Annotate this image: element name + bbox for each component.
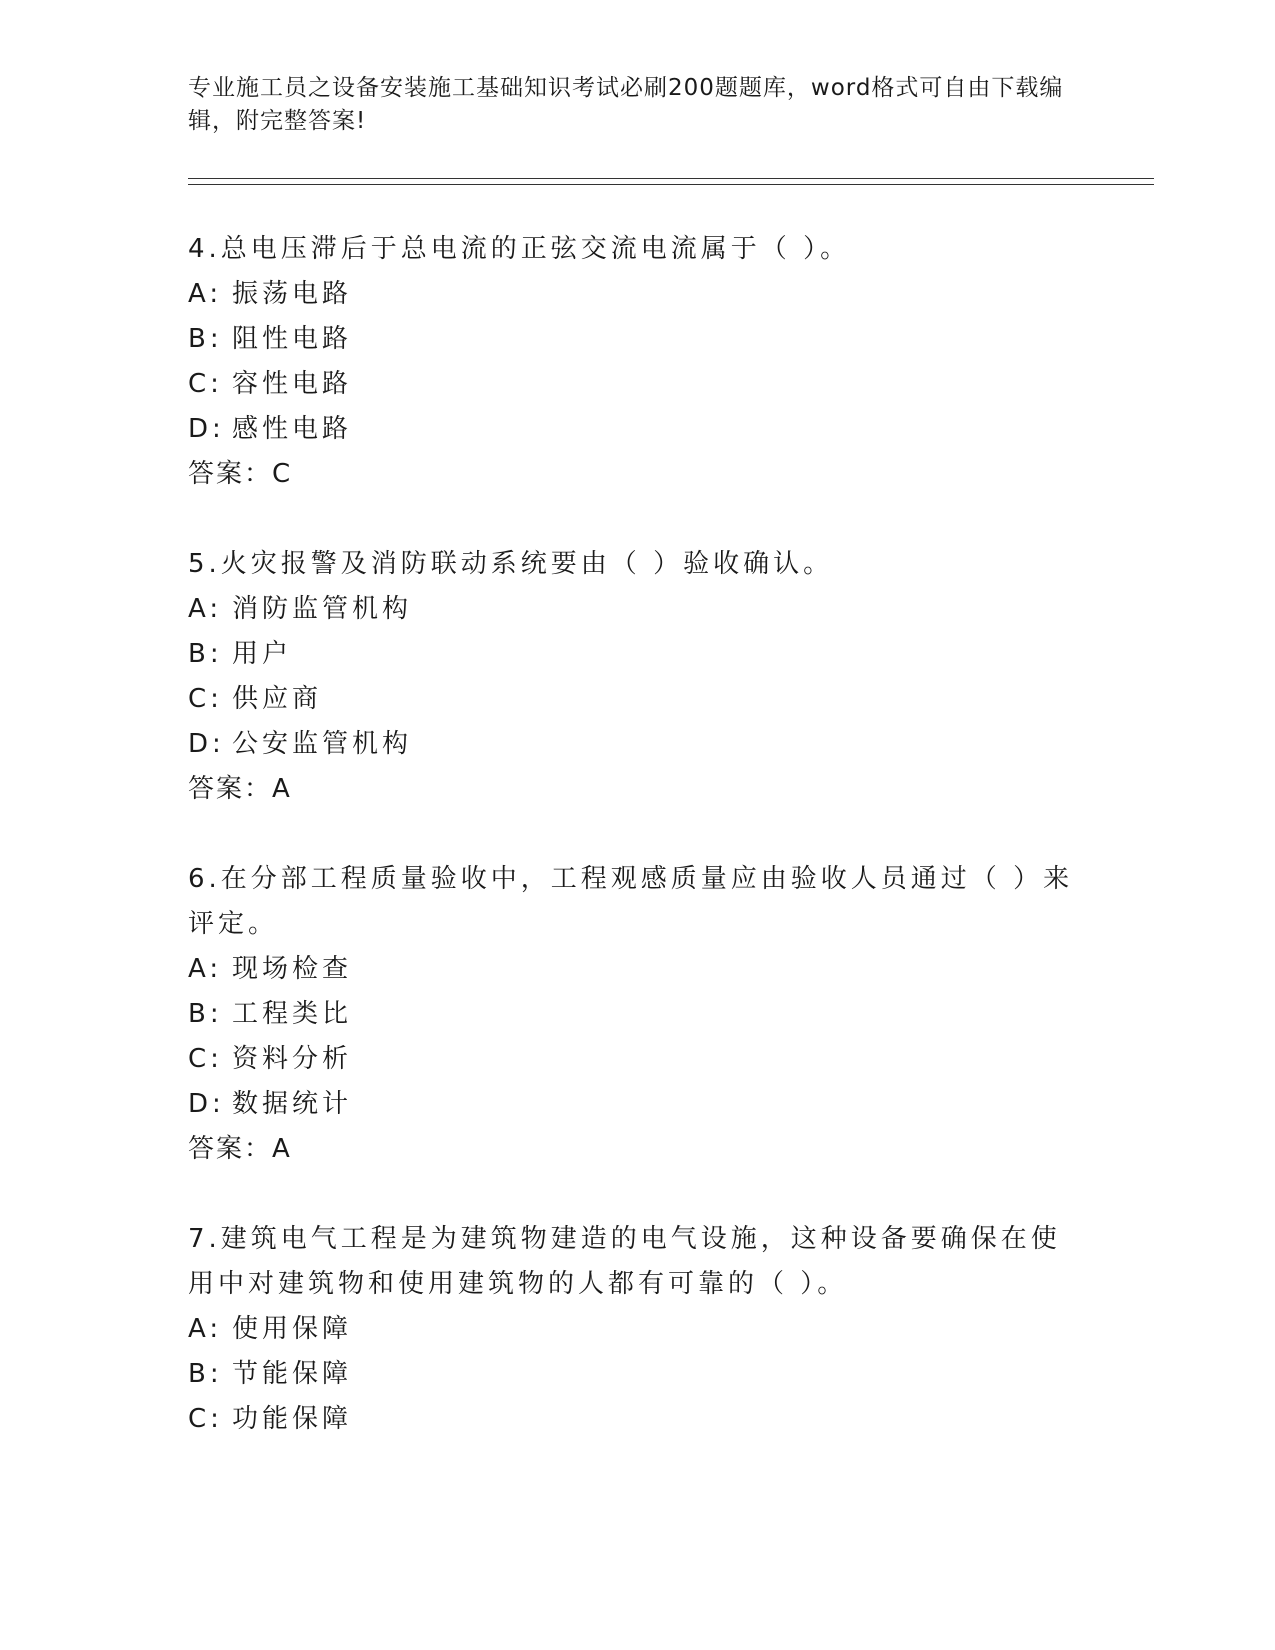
question-stem: 7.建筑电气工程是为建筑物建造的电气设施，这种设备要确保在使用中对建筑物和使用建筑物的人都有可靠的（ ）。 <box>188 1224 1061 1299</box>
option-b <box>188 317 1088 362</box>
question-6 <box>188 857 1088 1172</box>
option-key: B: <box>188 1359 223 1389</box>
answer-line: 答案：A <box>188 774 292 804</box>
option-text: 感性电路 <box>232 414 353 444</box>
option-a <box>188 1307 1088 1352</box>
option-a <box>188 272 1088 317</box>
option-b <box>188 1352 1088 1397</box>
option-key: B: <box>188 999 223 1029</box>
document-title: 专业施工员之设备安装施工基础知识考试必刷200题题库，word格式可自由下载编辑，附完整答案! <box>188 75 1064 134</box>
option-c <box>188 1037 1088 1082</box>
option-key: C: <box>188 1404 223 1434</box>
question-4 <box>188 227 1088 497</box>
option-c <box>188 1397 1088 1442</box>
question-stem: 4.总电压滞后于总电流的正弦交流电流属于（ ）。 <box>188 234 851 264</box>
question-stem: 5.火灾报警及消防联动系统要由（ ）验收确认。 <box>188 549 834 579</box>
option-key: D: <box>188 729 225 759</box>
option-key: A: <box>188 1314 223 1344</box>
option-key: D: <box>188 1089 225 1119</box>
option-text: 振荡电路 <box>232 279 353 309</box>
option-key: A: <box>188 594 223 624</box>
answer-line: 答案：A <box>188 1134 292 1164</box>
question-5 <box>188 542 1088 812</box>
option-key: B: <box>188 639 223 669</box>
option-text: 工程类比 <box>232 999 353 1029</box>
question-list <box>188 227 1088 1487</box>
option-d <box>188 407 1088 452</box>
option-text: 用户 <box>232 639 293 669</box>
option-key: B: <box>188 324 223 354</box>
option-text: 数据统计 <box>232 1089 353 1119</box>
option-a <box>188 947 1088 992</box>
option-text: 现场检查 <box>232 954 353 984</box>
answer-line: 答案：C <box>188 459 293 489</box>
option-b <box>188 992 1088 1037</box>
option-key: C: <box>188 1044 223 1074</box>
option-text: 消防监管机构 <box>232 594 413 624</box>
option-c <box>188 362 1088 407</box>
option-text: 资料分析 <box>232 1044 353 1074</box>
option-key: C: <box>188 369 223 399</box>
option-key: A: <box>188 279 223 309</box>
option-d <box>188 1082 1088 1127</box>
option-key: C: <box>188 684 223 714</box>
option-b <box>188 632 1088 677</box>
option-c <box>188 677 1088 722</box>
header-divider <box>188 178 1154 185</box>
option-text: 容性电路 <box>232 369 353 399</box>
option-text: 阻性电路 <box>232 324 353 354</box>
question-stem: 6.在分部工程质量验收中，工程观感质量应由验收人员通过（ ）来评定。 <box>188 864 1074 939</box>
option-text: 功能保障 <box>232 1404 353 1434</box>
option-text: 供应商 <box>232 684 323 714</box>
option-text: 使用保障 <box>232 1314 353 1344</box>
question-7 <box>188 1217 1088 1442</box>
option-text: 节能保障 <box>232 1359 353 1389</box>
option-d <box>188 722 1088 767</box>
option-a <box>188 587 1088 632</box>
option-key: D: <box>188 414 225 444</box>
option-key: A: <box>188 954 223 984</box>
option-text: 公安监管机构 <box>232 729 413 759</box>
